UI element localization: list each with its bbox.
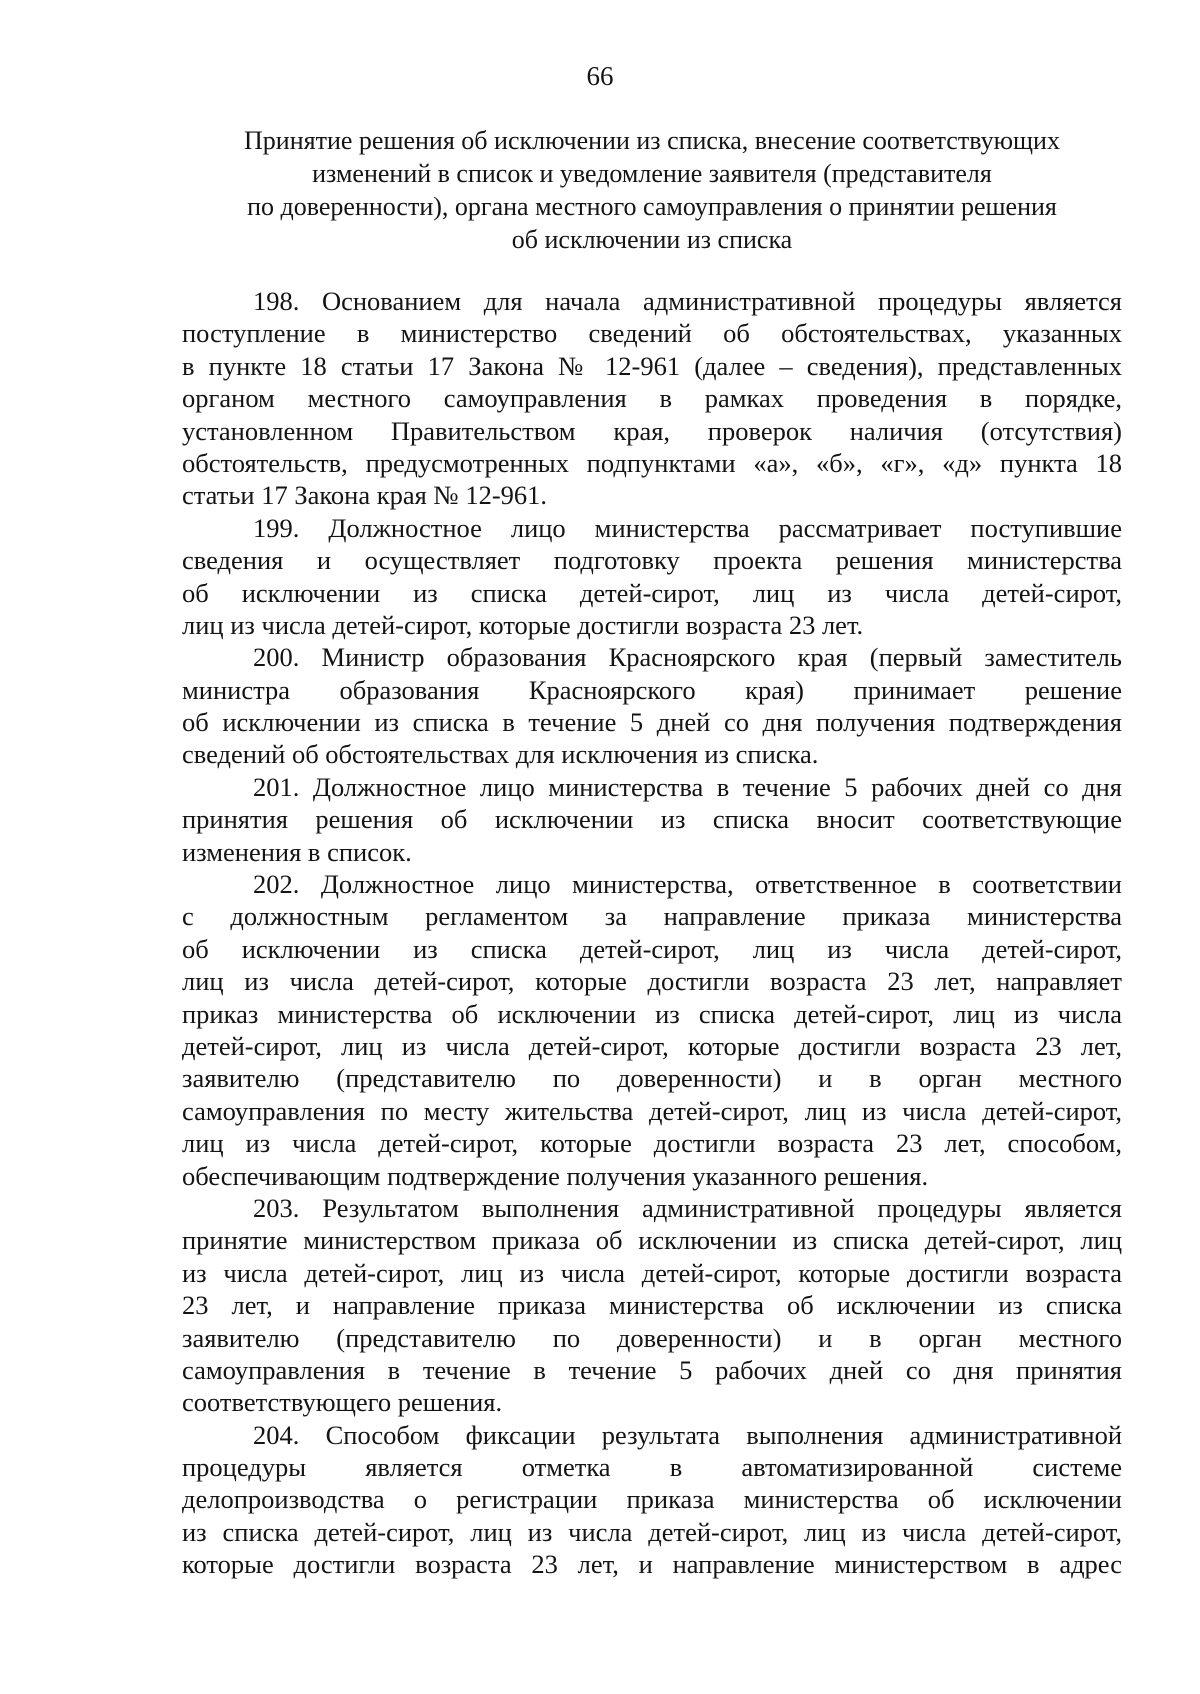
paragraph-line: сведения и осуществляет подготовку проекта решения министерства (182, 545, 1122, 576)
paragraph-line: в пункте 18 статьи 17 Закона № 12-961 (далее – сведения), представленных (182, 350, 1122, 381)
paragraph-line: делопроизводства о регистрации приказа министерства об исключении (182, 1484, 1122, 1515)
paragraph-line: органом местного самоуправления в рамках проведения в порядке, (182, 383, 1122, 414)
paragraph-line: 201. Должностное лицо министерства в течение 5 рабочих дней со дня (253, 771, 1122, 802)
paragraph (182, 285, 1122, 512)
paragraph-line: из списка детей-сирот, лиц из числа детей-сирот, лиц из числа детей-сирот, (182, 1516, 1122, 1547)
paragraph-line: которые достигли возраста 23 лет, и направление министерством в адрес (182, 1549, 1122, 1580)
paragraph (182, 512, 1122, 642)
paragraph (182, 868, 1122, 1192)
paragraph-line: лиц из числа детей-сирот, которые достигли возраста 23 лет. (182, 609, 864, 640)
paragraph (182, 1192, 1122, 1419)
paragraph-line: министра образования Красноярского края) принимает решение (182, 674, 1122, 705)
paragraph-line: установленном Правительством края, проверок наличия (отсутствия) (182, 415, 1122, 446)
paragraph-line: принятия решения об исключении из списка вносит соответствующие (182, 804, 1122, 835)
paragraph-line: самоуправления в течение в течение 5 рабочих дней со дня принятия (182, 1354, 1122, 1385)
page-number: 66 (586, 61, 614, 91)
paragraph-line: лиц из числа детей-сирот, которые достигли возраста 23 лет, способом, (182, 1128, 1122, 1159)
paragraph (182, 771, 1122, 868)
paragraph-line: соответствующего решения. (182, 1387, 503, 1418)
paragraph (182, 641, 1122, 771)
paragraph-line: заявителю (представителю по доверенности) и в орган местного (182, 1322, 1122, 1353)
section-title (182, 124, 1122, 256)
paragraph-line: 198. Основанием для начала административной процедуры является (253, 286, 1122, 316)
paragraph-line: обеспечивающим подтверждение получения указанного решения. (182, 1160, 929, 1191)
paragraph-line: с должностным регламентом за направление приказа министерства (182, 901, 1122, 932)
paragraph-line: изменения в список. (182, 836, 412, 867)
title-line: об исключении из списка (511, 225, 793, 254)
paragraph-line: из числа детей-сирот, лиц из числа детей-сирот, которые достигли возраста (182, 1257, 1122, 1288)
paragraph-line: приказ министерства об исключении из списка детей-сирот, лиц из числа (182, 998, 1122, 1029)
paragraph-line: сведений об обстоятельствах для исключения из списка. (182, 739, 819, 770)
title-line: изменений в список и уведомление заявителя (представителя (312, 159, 992, 188)
paragraph-line: 203. Результатом выполнения административной процедуры является (253, 1192, 1122, 1223)
paragraph-line: 199. Должностное лицо министерства рассматривает поступившие (253, 512, 1122, 543)
paragraph-line: 23 лет, и направление приказа министерства об исключении из списка (182, 1290, 1122, 1321)
paragraph-line: лиц из числа детей-сирот, которые достигли возраста 23 лет, направляет (182, 966, 1122, 997)
paragraph-line: 202. Должностное лицо министерства, ответственное в соответствии (253, 869, 1122, 900)
title-line: по доверенности), органа местного самоуправления о принятии решения (247, 192, 1057, 221)
title-line: Принятие решения об исключении из списка, внесение соответствующих (244, 126, 1060, 155)
paragraph-line: принятие министерством приказа об исключении из списка детей-сирот, лиц (182, 1225, 1122, 1256)
paragraph-line: 200. Министр образования Красноярского края (первый заместитель (253, 642, 1122, 673)
paragraph-line: самоуправления по месту жительства детей-сирот, лиц из числа детей-сирот, (182, 1095, 1122, 1126)
paragraph-line: процедуры является отметка в автоматизированной системе (182, 1452, 1122, 1483)
paragraph-line: статьи 17 Закона края № 12-961. (182, 480, 548, 511)
paragraph-line: обстоятельств, предусмотренных подпунктами «а», «б», «г», «д» пункта 18 (182, 447, 1122, 478)
paragraph-line: 204. Способом фиксации результата выполнения административной (253, 1419, 1122, 1450)
document-body (182, 285, 1122, 1581)
paragraph-line: заявителю (представителю по доверенности) и в орган местного (182, 1063, 1122, 1094)
paragraph-line: детей-сирот, лиц из числа детей-сирот, которые достигли возраста 23 лет, (182, 1030, 1122, 1061)
paragraph-line: об исключении из списка детей-сирот, лиц из числа детей-сирот, (182, 933, 1122, 964)
paragraph-line: поступление в министерство сведений об обстоятельствах, указанных (182, 318, 1122, 349)
paragraph-line: об исключении из списка детей-сирот, лиц из числа детей-сирот, (182, 577, 1122, 608)
paragraph-line: об исключении из списка в течение 5 дней со дня получения подтверждения (182, 707, 1122, 738)
paragraph (182, 1419, 1122, 1581)
